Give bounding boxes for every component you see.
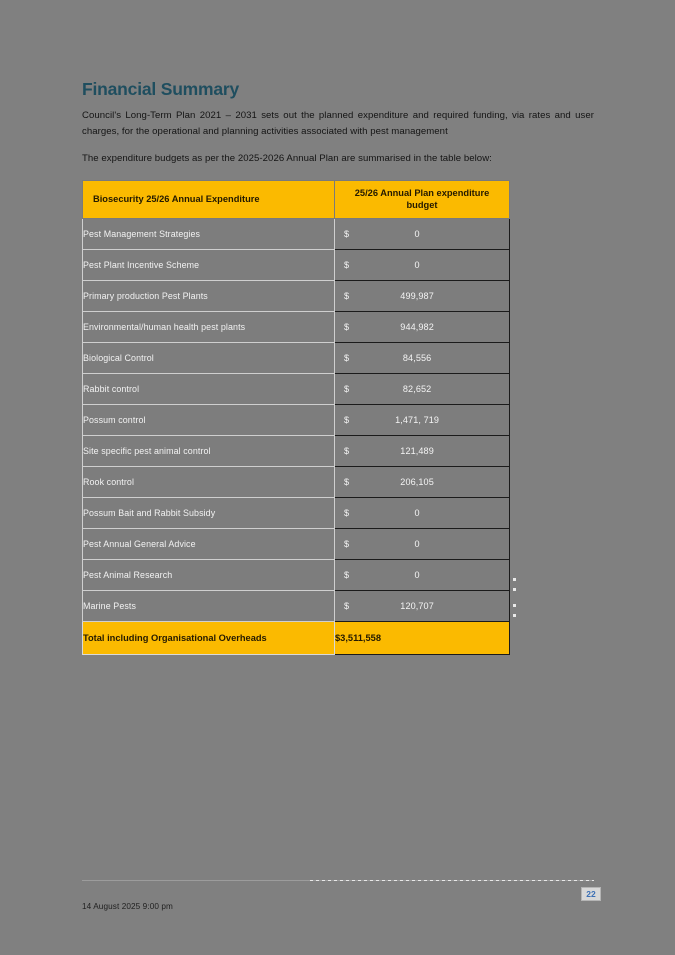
row-amount-value: 0 [414, 538, 420, 549]
page-title: Financial Summary [82, 79, 240, 99]
table-row-total [83, 621, 510, 654]
row-amount-cell [335, 559, 510, 590]
table-header-row [83, 180, 510, 218]
currency-symbol: $ [344, 538, 350, 549]
budget-table-body [83, 180, 510, 218]
row-label: Pest Management Strategies [83, 218, 335, 249]
row-amount-inner [335, 529, 509, 559]
row-amount-inner [335, 560, 509, 590]
table-row [83, 311, 510, 342]
row-amount-value: 499,987 [400, 290, 434, 301]
row-amount-inner [335, 250, 509, 280]
row-label: Primary production Pest Plants [83, 280, 335, 311]
row-label: Possum Bait and Rabbit Subsidy [83, 497, 335, 528]
currency-symbol: $ [344, 228, 350, 239]
row-amount-cell [335, 280, 510, 311]
currency-symbol: $ [344, 507, 350, 518]
row-amount-value: 0 [414, 228, 420, 239]
row-amount-inner [335, 467, 509, 497]
currency-symbol: $ [344, 414, 350, 425]
table-row [83, 528, 510, 559]
page-edge-artifacts [510, 180, 524, 655]
currency-symbol: $ [344, 321, 350, 332]
row-amount-cell [335, 218, 510, 249]
budget-table [82, 180, 510, 655]
row-amount-cell [335, 342, 510, 373]
row-amount-cell [335, 435, 510, 466]
currency-symbol: $ [344, 383, 350, 394]
row-amount-value: 84,556 [402, 352, 432, 363]
row-amount-value: 120,707 [400, 600, 434, 611]
footer-timestamp: 14 August 2025 9:00 pm [82, 902, 173, 911]
row-amount-cell [335, 466, 510, 497]
currency-symbol: $ [344, 445, 350, 456]
table-row [83, 280, 510, 311]
currency-symbol: $ [344, 569, 350, 580]
table-row [83, 249, 510, 280]
currency-symbol: $ [344, 600, 350, 611]
row-amount-cell [335, 528, 510, 559]
currency-symbol: $ [344, 352, 350, 363]
row-label: Pest Plant Incentive Scheme [83, 249, 335, 280]
row-amount-value: 0 [414, 259, 420, 270]
row-amount-cell [335, 311, 510, 342]
row-amount-cell [335, 373, 510, 404]
total-amount: $3,511,558 [335, 621, 510, 654]
row-amount-value: 944,982 [400, 321, 434, 332]
row-label: Site specific pest animal control [83, 435, 335, 466]
footer-divider-dashed [310, 880, 594, 881]
intro-paragraph: Council's Long-Term Plan 2021 – 2031 sets out the planned expenditure and required funding, via rates and user charges, for the operational and planning activities associated with pest management [82, 110, 594, 137]
table-row [83, 218, 510, 249]
row-amount-inner [335, 405, 509, 435]
row-amount-value: 206,105 [400, 476, 434, 487]
table-row [83, 404, 510, 435]
table-row [83, 559, 510, 590]
row-amount-cell [335, 404, 510, 435]
row-amount-inner [335, 281, 509, 311]
row-amount-inner [335, 343, 509, 373]
row-label: Pest Animal Research [83, 559, 335, 590]
row-amount-inner [335, 374, 509, 404]
row-amount-value: 82,652 [402, 383, 432, 394]
currency-symbol: $ [344, 476, 350, 487]
row-amount-inner [335, 591, 509, 621]
row-amount-value: 121,489 [400, 445, 434, 456]
row-label: Rook control [83, 466, 335, 497]
table-row [83, 497, 510, 528]
edge-artifact [513, 604, 516, 607]
edge-artifact [513, 588, 516, 591]
row-amount-inner [335, 498, 509, 528]
currency-symbol: $ [344, 290, 350, 301]
table-row [83, 435, 510, 466]
row-amount-inner [335, 312, 509, 342]
currency-symbol: $ [344, 259, 350, 270]
row-label: Biological Control [83, 342, 335, 373]
row-amount-value: 1,471, 719 [395, 414, 440, 425]
row-amount-cell [335, 497, 510, 528]
column-header-category: Biosecurity 25/26 Annual Expenditure [83, 180, 335, 218]
row-label: Pest Annual General Advice [83, 528, 335, 559]
table-intro-paragraph: The expenditure budgets as per the 2025-2026 Annual Plan are summarised in the table below: [82, 153, 492, 165]
table-row [83, 466, 510, 497]
row-amount-cell [335, 590, 510, 621]
row-amount-cell [335, 249, 510, 280]
row-label: Rabbit control [83, 373, 335, 404]
table-row [83, 342, 510, 373]
table-row [83, 590, 510, 621]
row-amount-value: 0 [414, 569, 420, 580]
column-header-amount: 25/26 Annual Plan expenditure budget [335, 180, 510, 218]
budget-table-container [82, 180, 510, 655]
table-row [83, 373, 510, 404]
row-label: Possum control [83, 404, 335, 435]
page-number-badge: 22 [581, 887, 601, 901]
row-label: Marine Pests [83, 590, 335, 621]
row-amount-inner [335, 219, 509, 249]
edge-artifact [513, 578, 516, 581]
budget-table-rows [83, 218, 510, 621]
row-label: Environmental/human health pest plants [83, 311, 335, 342]
total-label: Total including Organisational Overheads [83, 621, 335, 654]
page-content [82, 80, 594, 655]
budget-table-total [83, 621, 510, 654]
row-amount-inner [335, 436, 509, 466]
edge-artifact [513, 614, 516, 617]
row-amount-value: 0 [414, 507, 420, 518]
